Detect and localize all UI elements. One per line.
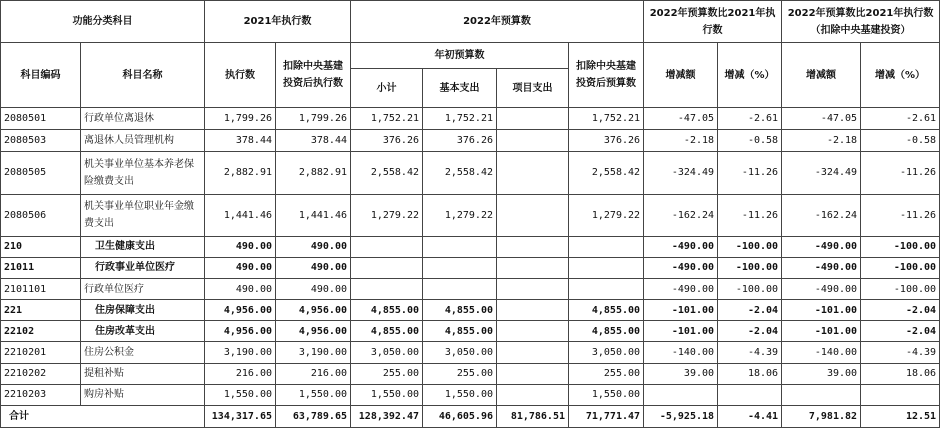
- row-change-amount-1: -2.18: [644, 130, 718, 152]
- table-row: [1, 257, 940, 278]
- header-subject-name: 科目名称: [81, 43, 205, 108]
- header-func-class: 功能分类科目: [1, 1, 205, 43]
- row-budget-excl: 4,855.00: [569, 300, 644, 321]
- row-exec: 1,799.26: [205, 108, 276, 130]
- row-basic: 3,050.00: [423, 342, 497, 363]
- row-subtotal: 376.26: [351, 130, 423, 152]
- row-name: 购房补贴: [81, 384, 205, 405]
- header-change-amount-1: 增减额: [644, 43, 718, 108]
- row-change-amount-1: -324.49: [644, 152, 718, 194]
- row-budget-excl: 1,550.00: [569, 384, 644, 405]
- row-exec-excl: 1,441.46: [276, 194, 351, 236]
- row-subtotal: 1,550.00: [351, 384, 423, 405]
- row-change-amount-1: -490.00: [644, 257, 718, 278]
- row-code: 2080503: [1, 130, 81, 152]
- row-budget-excl: [569, 279, 644, 300]
- header-exec-excl: 扣除中央基建投资后执行数: [276, 43, 351, 108]
- row-change-amount-2: -490.00: [782, 236, 861, 257]
- row-project: [497, 194, 569, 236]
- total-label: 合计: [1, 405, 205, 427]
- table-row: [1, 321, 940, 342]
- row-basic: [423, 236, 497, 257]
- row-project: [497, 130, 569, 152]
- row-change-amount-1: -490.00: [644, 279, 718, 300]
- row-budget-excl: 376.26: [569, 130, 644, 152]
- header-budget-excl: 扣除中央基建投资后预算数: [569, 43, 644, 108]
- row-change-pct-1: -0.58: [718, 130, 782, 152]
- row-code: 221: [1, 300, 81, 321]
- row-change-amount-2: 39.00: [782, 363, 861, 384]
- total-exec-excl: 63,789.65: [276, 405, 351, 427]
- row-change-amount-2: -47.05: [782, 108, 861, 130]
- row-change-amount-2: -140.00: [782, 342, 861, 363]
- row-name: 住房改革支出: [81, 321, 205, 342]
- row-subtotal: 1,279.22: [351, 194, 423, 236]
- header-exec-amount: 执行数: [205, 43, 276, 108]
- row-subtotal: 4,855.00: [351, 321, 423, 342]
- row-exec: 4,956.00: [205, 321, 276, 342]
- row-change-amount-2: -101.00: [782, 321, 861, 342]
- row-subtotal: 255.00: [351, 363, 423, 384]
- row-project: [497, 236, 569, 257]
- row-change-amount-2: -2.18: [782, 130, 861, 152]
- row-exec-excl: 4,956.00: [276, 300, 351, 321]
- row-subtotal: [351, 257, 423, 278]
- row-code: 21011: [1, 257, 81, 278]
- row-budget-excl: [569, 257, 644, 278]
- row-code: 210: [1, 236, 81, 257]
- row-basic: [423, 279, 497, 300]
- row-code: 2080505: [1, 152, 81, 194]
- row-exec: 490.00: [205, 279, 276, 300]
- row-subtotal: [351, 279, 423, 300]
- row-budget-excl: 1,752.21: [569, 108, 644, 130]
- row-exec: 4,956.00: [205, 300, 276, 321]
- row-basic: 4,855.00: [423, 321, 497, 342]
- row-change-amount-2: [782, 384, 861, 405]
- row-code: 22102: [1, 321, 81, 342]
- row-project: [497, 363, 569, 384]
- row-code: 2101101: [1, 279, 81, 300]
- table-row: [1, 384, 940, 405]
- table-body: [1, 108, 940, 428]
- row-budget-excl: 1,279.22: [569, 194, 644, 236]
- row-subtotal: 4,855.00: [351, 300, 423, 321]
- row-exec: 1,550.00: [205, 384, 276, 405]
- total-exec: 134,317.65: [205, 405, 276, 427]
- row-name: 住房保障支出: [81, 300, 205, 321]
- header-basic-expense: 基本支出: [423, 69, 497, 108]
- header-diff-vs-2021: 2022年预算数比2021年执行数: [644, 1, 782, 43]
- row-change-pct-2: -2.04: [861, 321, 940, 342]
- total-change-pct-1: -4.41: [718, 405, 782, 427]
- row-subtotal: 2,558.42: [351, 152, 423, 194]
- header-subject-code: 科目编码: [1, 43, 81, 108]
- row-project: [497, 257, 569, 278]
- row-exec: 490.00: [205, 236, 276, 257]
- row-name: 提租补贴: [81, 363, 205, 384]
- row-exec-excl: 1,799.26: [276, 108, 351, 130]
- row-change-amount-2: -162.24: [782, 194, 861, 236]
- row-change-amount-1: [644, 384, 718, 405]
- row-change-amount-1: -101.00: [644, 300, 718, 321]
- header-change-amount-2: 增减额: [782, 43, 861, 108]
- row-subtotal: [351, 236, 423, 257]
- row-exec: 378.44: [205, 130, 276, 152]
- row-change-pct-1: -11.26: [718, 194, 782, 236]
- row-change-pct-1: -100.00: [718, 257, 782, 278]
- row-subtotal: 1,752.21: [351, 108, 423, 130]
- row-budget-excl: 2,558.42: [569, 152, 644, 194]
- row-change-pct-1: -100.00: [718, 236, 782, 257]
- row-name: 行政单位离退休: [81, 108, 205, 130]
- row-change-pct-1: -11.26: [718, 152, 782, 194]
- row-basic: 255.00: [423, 363, 497, 384]
- row-change-amount-2: -490.00: [782, 279, 861, 300]
- row-exec-excl: 490.00: [276, 279, 351, 300]
- row-change-pct-2: -11.26: [861, 152, 940, 194]
- header-project-expense: 项目支出: [497, 69, 569, 108]
- total-budget-excl: 71,771.47: [569, 405, 644, 427]
- row-basic: 376.26: [423, 130, 497, 152]
- row-change-amount-1: -101.00: [644, 321, 718, 342]
- table-row: [1, 342, 940, 363]
- row-change-pct-2: -100.00: [861, 236, 940, 257]
- row-code: 2210203: [1, 384, 81, 405]
- row-name: 行政事业单位医疗: [81, 257, 205, 278]
- row-change-amount-2: -490.00: [782, 257, 861, 278]
- row-project: [497, 152, 569, 194]
- row-basic: [423, 257, 497, 278]
- row-project: [497, 384, 569, 405]
- row-code: 2210201: [1, 342, 81, 363]
- row-code: 2080506: [1, 194, 81, 236]
- total-row: [1, 405, 940, 427]
- row-budget-excl: 3,050.00: [569, 342, 644, 363]
- row-budget-excl: 255.00: [569, 363, 644, 384]
- row-project: [497, 321, 569, 342]
- row-change-amount-1: 39.00: [644, 363, 718, 384]
- row-change-amount-1: -490.00: [644, 236, 718, 257]
- row-exec: 216.00: [205, 363, 276, 384]
- row-change-pct-2: -100.00: [861, 257, 940, 278]
- row-change-pct-1: 18.06: [718, 363, 782, 384]
- row-code: 2210202: [1, 363, 81, 384]
- row-change-pct-2: -4.39: [861, 342, 940, 363]
- row-change-pct-1: -2.61: [718, 108, 782, 130]
- total-change-amount-2: 7,981.82: [782, 405, 861, 427]
- row-exec-excl: 490.00: [276, 257, 351, 278]
- row-change-pct-1: -2.04: [718, 300, 782, 321]
- row-budget-excl: 4,855.00: [569, 321, 644, 342]
- row-name: 机关事业单位职业年金缴费支出: [81, 194, 205, 236]
- row-change-pct-2: -0.58: [861, 130, 940, 152]
- row-name: 机关事业单位基本养老保险缴费支出: [81, 152, 205, 194]
- row-change-pct-1: [718, 384, 782, 405]
- row-exec-excl: 490.00: [276, 236, 351, 257]
- row-exec: 2,882.91: [205, 152, 276, 194]
- row-basic: 4,855.00: [423, 300, 497, 321]
- row-change-pct-1: -4.39: [718, 342, 782, 363]
- table-row: [1, 363, 940, 384]
- row-exec-excl: 378.44: [276, 130, 351, 152]
- row-exec: 1,441.46: [205, 194, 276, 236]
- total-project: 81,786.51: [497, 405, 569, 427]
- row-change-amount-1: -140.00: [644, 342, 718, 363]
- row-subtotal: 3,050.00: [351, 342, 423, 363]
- row-exec-excl: 216.00: [276, 363, 351, 384]
- row-basic: 1,550.00: [423, 384, 497, 405]
- row-name: 住房公积金: [81, 342, 205, 363]
- table-row: [1, 194, 940, 236]
- row-change-pct-2: -100.00: [861, 279, 940, 300]
- row-name: 离退休人员管理机构: [81, 130, 205, 152]
- row-basic: 2,558.42: [423, 152, 497, 194]
- table-row: [1, 152, 940, 194]
- total-subtotal: 128,392.47: [351, 405, 423, 427]
- row-change-pct-2: [861, 384, 940, 405]
- row-basic: 1,279.22: [423, 194, 497, 236]
- table-row: [1, 130, 940, 152]
- header-diff-vs-2021-excl: 2022年预算数比2021年执行数（扣除中央基建投资）: [782, 1, 940, 43]
- total-change-amount-1: -5,925.18: [644, 405, 718, 427]
- total-basic: 46,605.96: [423, 405, 497, 427]
- row-exec: 490.00: [205, 257, 276, 278]
- total-change-pct-2: 12.51: [861, 405, 940, 427]
- row-change-pct-2: 18.06: [861, 363, 940, 384]
- row-project: [497, 279, 569, 300]
- header-exec-2021: 2021年执行数: [205, 1, 351, 43]
- row-change-pct-2: -2.04: [861, 300, 940, 321]
- row-budget-excl: [569, 236, 644, 257]
- row-exec-excl: 4,956.00: [276, 321, 351, 342]
- row-exec: 3,190.00: [205, 342, 276, 363]
- row-change-pct-2: -11.26: [861, 194, 940, 236]
- header-initial-budget: 年初预算数: [351, 43, 569, 69]
- header-change-pct-1: 增减（%）: [718, 43, 782, 108]
- row-project: [497, 108, 569, 130]
- row-change-pct-1: -100.00: [718, 279, 782, 300]
- table-row: [1, 108, 940, 130]
- row-project: [497, 300, 569, 321]
- row-exec-excl: 1,550.00: [276, 384, 351, 405]
- row-change-pct-1: -2.04: [718, 321, 782, 342]
- row-name: 卫生健康支出: [81, 236, 205, 257]
- row-name: 行政单位医疗: [81, 279, 205, 300]
- header-change-pct-2: 增减（%）: [861, 43, 940, 108]
- header-budget-2022: 2022年预算数: [351, 1, 644, 43]
- row-exec-excl: 2,882.91: [276, 152, 351, 194]
- row-change-amount-1: -47.05: [644, 108, 718, 130]
- row-change-amount-2: -324.49: [782, 152, 861, 194]
- row-change-amount-2: -101.00: [782, 300, 861, 321]
- header-subtotal: 小计: [351, 69, 423, 108]
- row-basic: 1,752.21: [423, 108, 497, 130]
- row-code: 2080501: [1, 108, 81, 130]
- row-change-amount-1: -162.24: [644, 194, 718, 236]
- table-row: [1, 279, 940, 300]
- table-row: [1, 300, 940, 321]
- row-change-pct-2: -2.61: [861, 108, 940, 130]
- table-row: [1, 236, 940, 257]
- row-exec-excl: 3,190.00: [276, 342, 351, 363]
- row-project: [497, 342, 569, 363]
